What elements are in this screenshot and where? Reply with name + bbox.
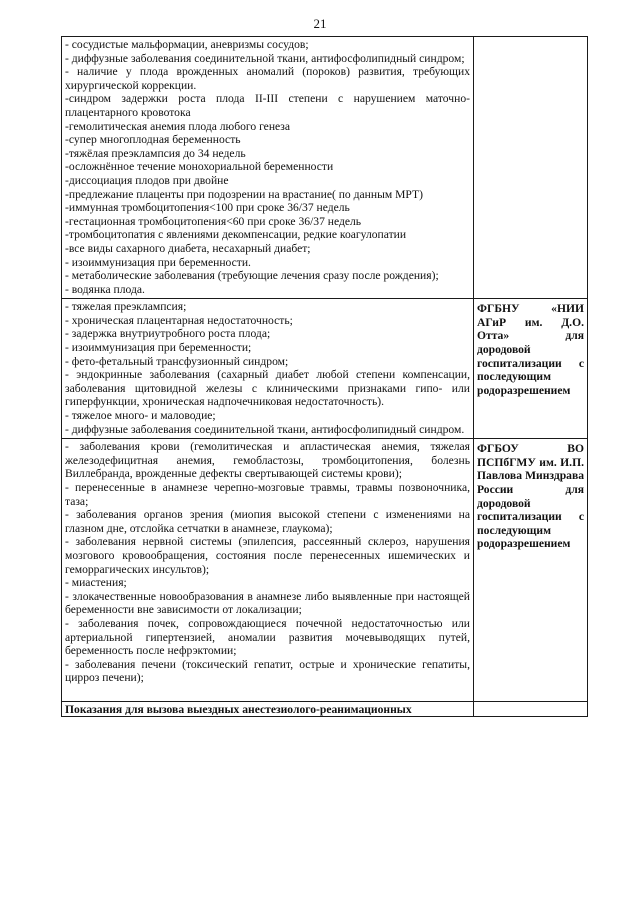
institution-note-cell bbox=[474, 37, 588, 299]
page-number: 21 bbox=[313, 16, 327, 31]
list-item: - наличие у плода врожденных аномалий (пороков) развития, требующих хирургической коррекции. bbox=[65, 65, 470, 92]
indications-cell bbox=[62, 37, 474, 299]
list-item: - тяжелое много- и маловодие; bbox=[65, 409, 216, 423]
list-item: - хроническая плацентарная недостаточность; bbox=[65, 313, 293, 327]
list-item: -гемолитическая анемия плода любого генеза bbox=[65, 119, 291, 133]
table-row bbox=[62, 439, 588, 702]
list-item: -диссоциация плодов при двойне bbox=[65, 173, 229, 187]
list-item: - диффузные заболевания соединительной ткани, антифосфолипидный синдром. bbox=[65, 422, 465, 436]
list-item: - заболевания органов зрения (миопия высокой степени с изменениями на глазном дне, отслойка сетчатки в анамнезе, глаукома); bbox=[65, 508, 470, 535]
table-row bbox=[62, 299, 588, 439]
list-item: -предлежание плаценты при подозрении на врастание( по данным МРТ) bbox=[65, 187, 423, 201]
list-item: -супер многоплодная беременность bbox=[65, 133, 241, 147]
list-item: - диффузные заболевания соединительной ткани, антифосфолипидный синдром; bbox=[65, 51, 465, 65]
list-item: - перенесенные в анамнезе черепно-мозговые травмы, травмы позвоночника, таза; bbox=[65, 481, 470, 508]
list-item: - изоиммунизация при беременности; bbox=[65, 341, 252, 355]
list-item: - метаболические заболевания (требующие лечения сразу после рождения); bbox=[65, 269, 439, 283]
list-item: - злокачественные новообразования в анамнезе либо выявленные при настоящей беременности вне зависимости от локализации; bbox=[65, 589, 470, 617]
list-item: -гестационная тромбоцитопения<60 при сроке 36/37 недель bbox=[65, 214, 362, 228]
list-item: -иммунная тромбоцитопения<100 при сроке 36/37 недель bbox=[65, 201, 350, 215]
institution-note-cell bbox=[474, 299, 588, 439]
list-item: - сосудистые мальформации, аневризмы сосудов; bbox=[65, 38, 309, 51]
list-item: - заболевания нервной системы (эпилепсия, рассеянный склероз, нарушения мозгового кровообращения, состояния после перенесенных ишемических и геморрагических инсультов); bbox=[65, 535, 470, 576]
indications-cell bbox=[62, 299, 474, 439]
list-item: -тромбоцитопатия с явлениями декомпенсации, редкие коагулопатии bbox=[65, 228, 407, 242]
section-heading: Показания для вызова выездных анестезиолого-реанимационных bbox=[65, 702, 412, 716]
list-item: -тяжёлая преэклампсия до 34 недель bbox=[65, 146, 246, 160]
institution-note: ФГБНУ «НИИ АГиР им. Д.О. Отта» для дородовой госпитализации с последующим родоразрешением bbox=[477, 302, 584, 397]
list-item: -синдром задержки роста плода II-III степени с нарушением маточно-плацентарного кровотока bbox=[65, 92, 470, 119]
list-item: -все виды сахарного диабета, несахарный диабет; bbox=[65, 241, 311, 255]
list-item: - изоиммунизация при беременности. bbox=[65, 255, 251, 269]
list-item: - заболевания крови (гемолитическая и апластическая анемия, тяжелая железодефицитная анемия, гемобластозы, тромбоцитопения, болезнь Виллебранда, врожденные дефекты свертывающей системы крови); bbox=[65, 440, 470, 481]
list-item: - водянка плода. bbox=[65, 282, 145, 296]
empty-cell bbox=[474, 701, 588, 716]
institution-note bbox=[477, 38, 584, 40]
table-row bbox=[62, 37, 588, 299]
list-item: - тяжелая преэклампсия; bbox=[65, 300, 187, 314]
institution-note: ФГБОУ ВО ПСПбГМУ им. И.П. Павлова Минздрава России для дородовой госпитализации с последующим родоразрешением bbox=[477, 442, 584, 551]
blank-space bbox=[65, 685, 470, 699]
table-row bbox=[62, 701, 588, 716]
list-item: - фето-фетальный трансфузионный синдром; bbox=[65, 354, 289, 368]
list-item: - эндокринные заболевания (сахарный диабет любой степени компенсации, заболевания щитовидной железы с клиническими признаками гипо- или гиперфункции, хроническая надпочечниковая недостаточность). bbox=[65, 368, 470, 409]
indications-cell bbox=[62, 439, 474, 702]
indications-table bbox=[61, 36, 588, 717]
institution-note-cell bbox=[474, 439, 588, 702]
list-item: - миастения; bbox=[65, 576, 127, 590]
list-item: - заболевания печени (токсический гепатит, острые и хронические гепатиты, цирроз печени); bbox=[65, 657, 470, 685]
section-heading-cell bbox=[62, 701, 474, 716]
list-item: - заболевания почек, сопровождающиеся почечной недостаточностью или артериальной гипертензией, аномалии развития мочевыводящих путей, беременность после нефрэктомии; bbox=[65, 616, 470, 658]
list-item: -осложнённое течение монохориальной беременности bbox=[65, 160, 334, 174]
list-item: - задержка внутриутробного роста плода; bbox=[65, 327, 271, 341]
